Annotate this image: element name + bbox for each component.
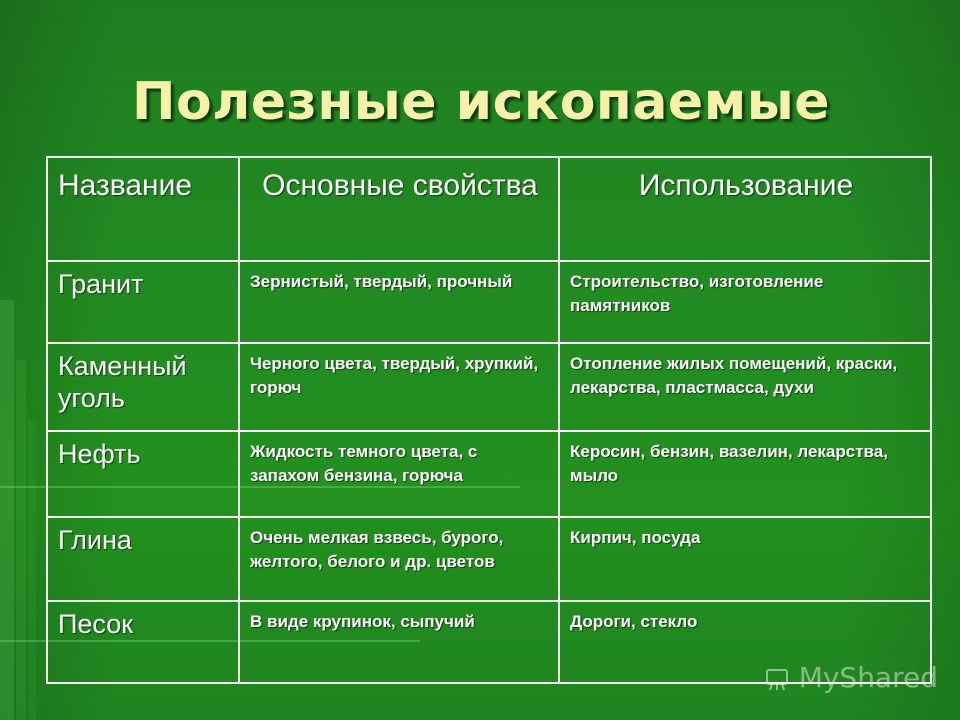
myshared-logo-icon bbox=[763, 664, 791, 692]
cell-usage: Отопление жилых помещений, краски, лекарства, пластмасса, духи bbox=[559, 343, 931, 431]
minerals-table-container bbox=[46, 156, 932, 684]
slide-title: Полезные ископаемые bbox=[132, 72, 830, 132]
cell-properties: В виде крупинок, сыпучий bbox=[239, 601, 559, 683]
decorative-stripe bbox=[16, 360, 26, 720]
cell-name: Гранит bbox=[47, 261, 239, 343]
header-properties: Основные свойства bbox=[239, 157, 559, 261]
cell-usage: Керосин, бензин, вазелин, лекарства, мыло bbox=[559, 431, 931, 517]
cell-usage: Строительство, изготовление памятников bbox=[559, 261, 931, 343]
minerals-table bbox=[46, 156, 932, 684]
decorative-stripe bbox=[28, 420, 36, 720]
cell-usage: Дороги, стекло bbox=[559, 601, 931, 683]
cell-properties: Очень мелкая взвесь, бурого, желтого, белого и др. цветов bbox=[239, 517, 559, 601]
table-row bbox=[47, 261, 931, 343]
header-name: Название bbox=[47, 157, 239, 261]
cell-name: Каменный уголь bbox=[47, 343, 239, 431]
cell-properties: Жидкость темного цвета, с запахом бензина, горюча bbox=[239, 431, 559, 517]
table-row bbox=[47, 343, 931, 431]
table-row bbox=[47, 431, 931, 517]
cell-properties: Зернистый, твердый, прочный bbox=[239, 261, 559, 343]
cell-name: Глина bbox=[47, 517, 239, 601]
watermark-text: MyShared bbox=[798, 661, 938, 694]
header-usage: Использование bbox=[559, 157, 931, 261]
cell-name: Песок bbox=[47, 601, 239, 683]
cell-usage: Кирпич, посуда bbox=[559, 517, 931, 601]
cell-properties: Черного цвета, твердый, хрупкий, горюч bbox=[239, 343, 559, 431]
decorative-stripe bbox=[0, 300, 14, 720]
cell-name: Нефть bbox=[47, 431, 239, 517]
table-header-row bbox=[47, 157, 931, 261]
table-row bbox=[47, 517, 931, 601]
watermark bbox=[763, 661, 938, 694]
